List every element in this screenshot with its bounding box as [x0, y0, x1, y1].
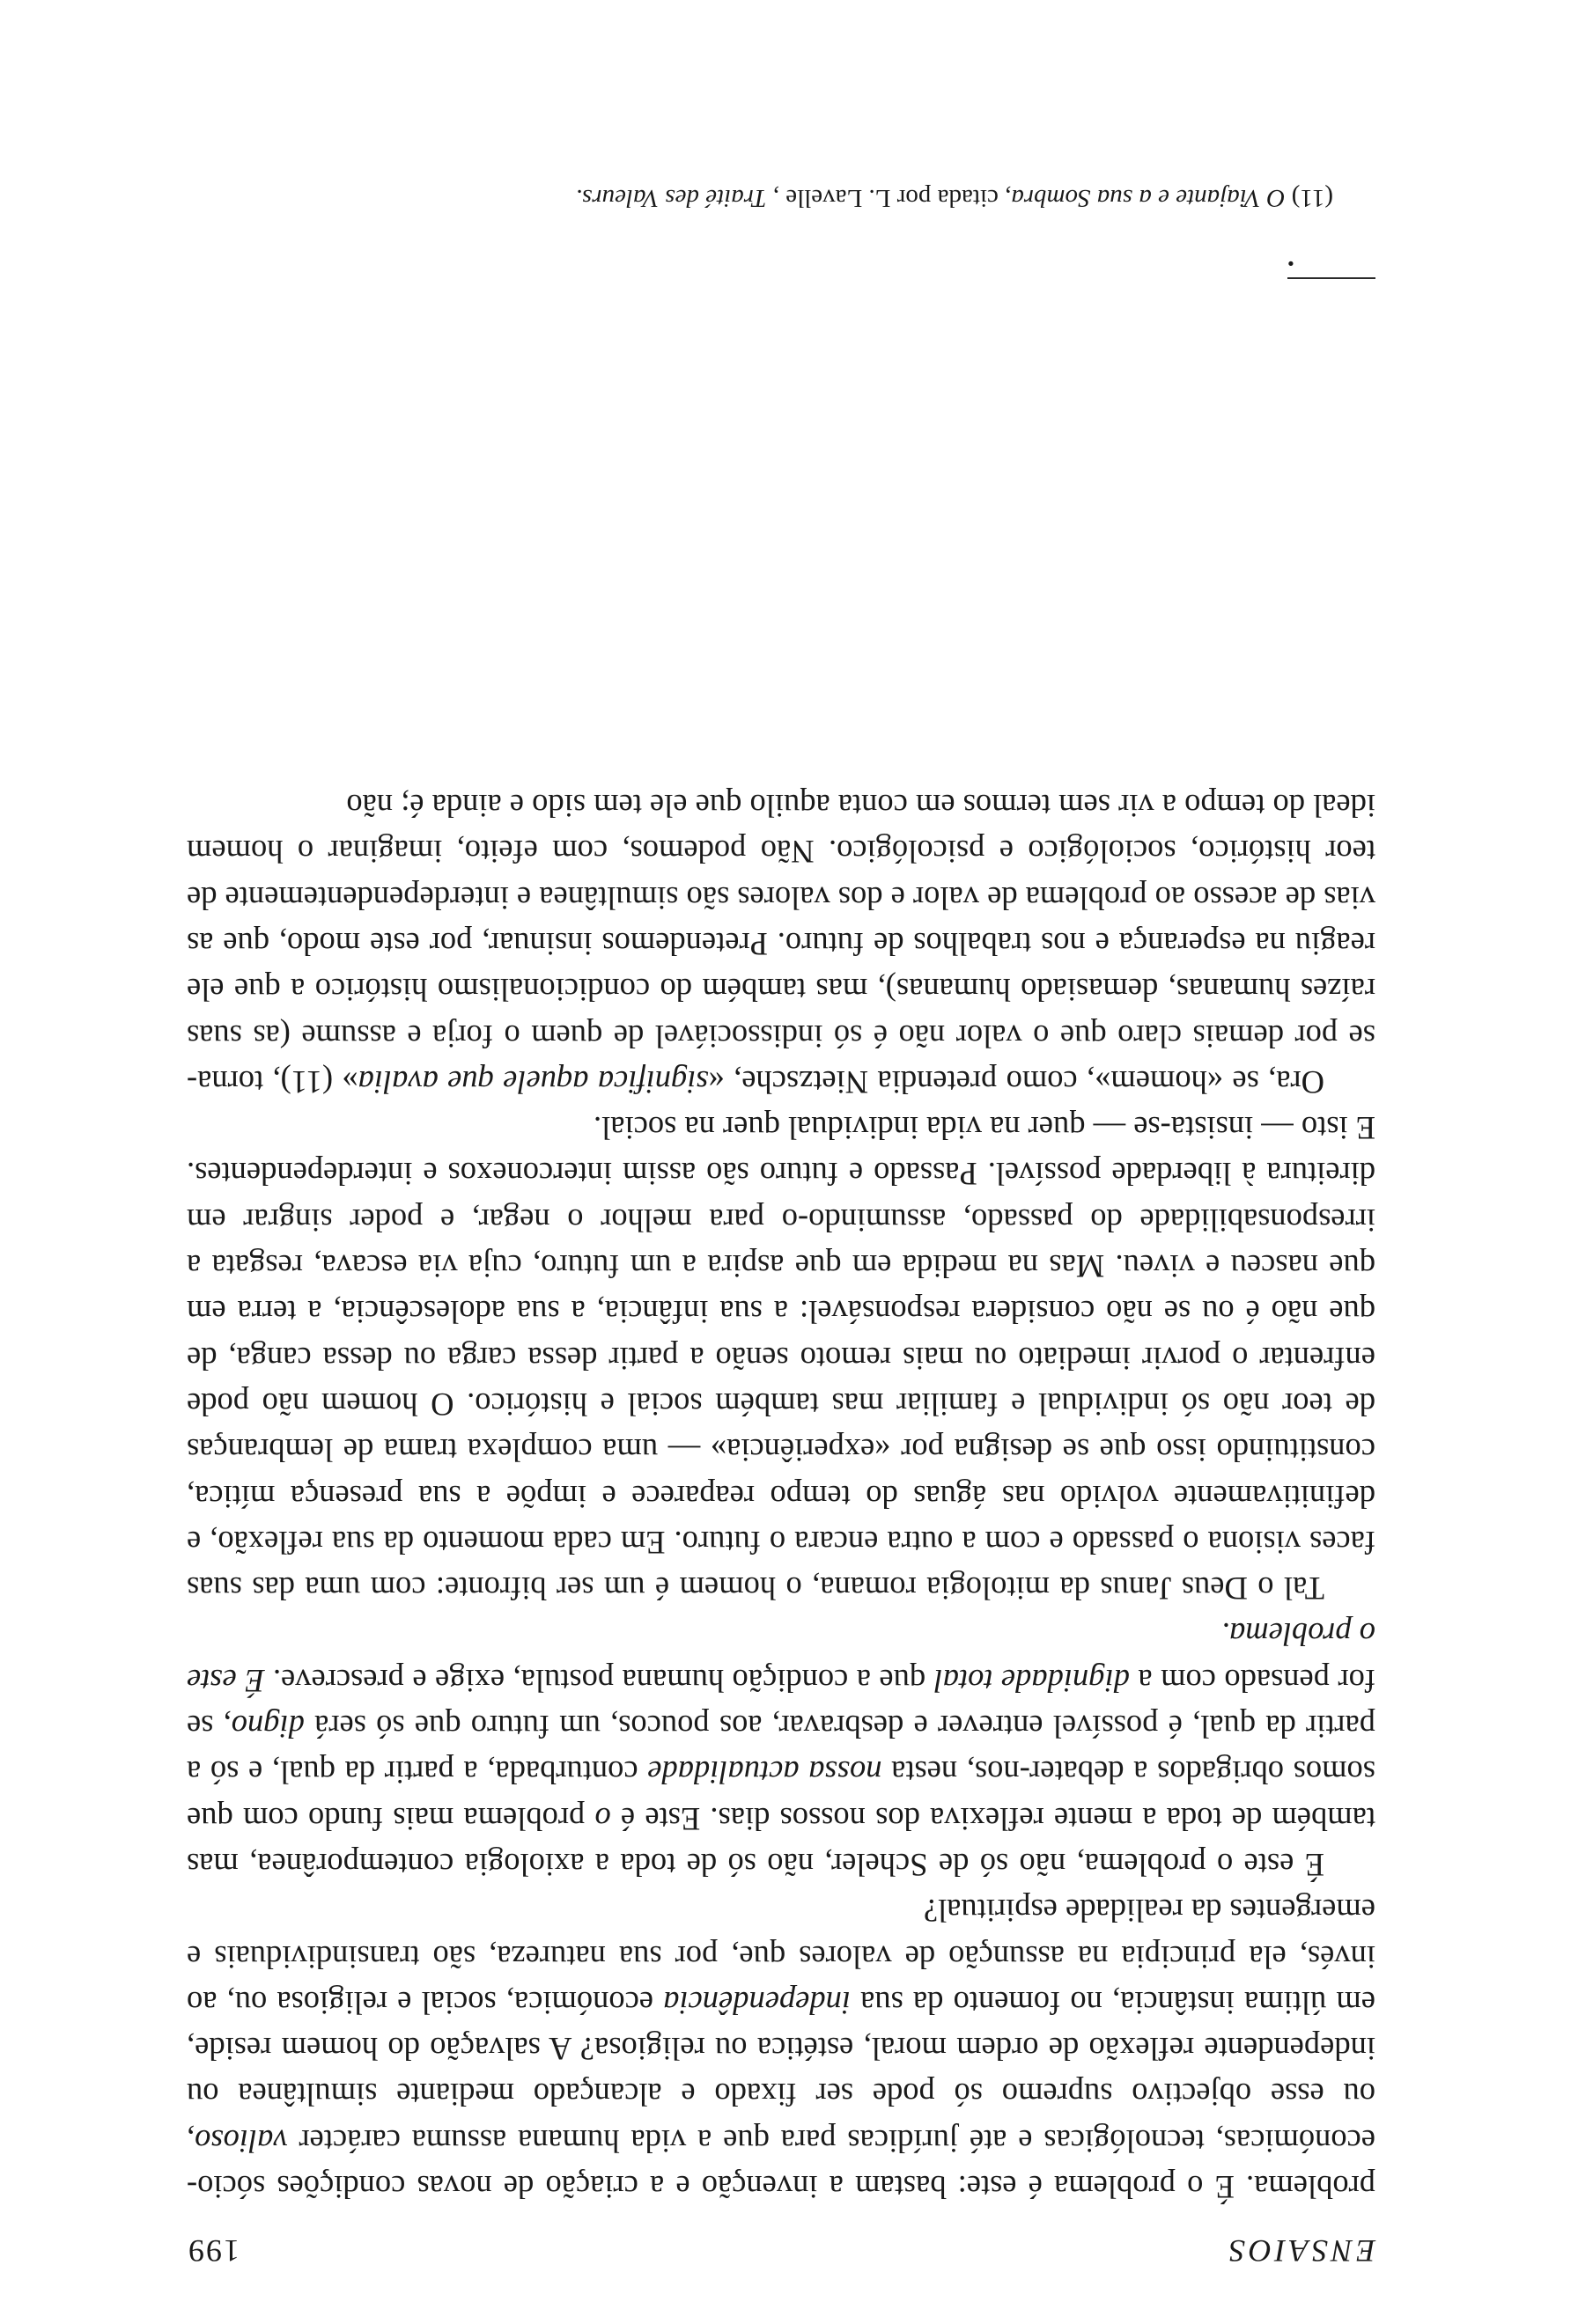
text-run: conturbada, a partir da qual, e só a partir da qual, é possível entrever e desbravar, aos poucos, um futuro que só será [187, 1709, 1375, 1791]
footnote-number: (11) [1291, 184, 1333, 212]
footnote-rule [1287, 277, 1375, 279]
italic-run: valioso [195, 2122, 288, 2159]
text-run: , citada por L. Lavelle , [766, 184, 1012, 212]
italic-run: O Viajante e a sua Sombra [1011, 184, 1286, 212]
italic-run: digno [231, 1709, 305, 1746]
italic-run: nossa actualidade [647, 1754, 882, 1791]
italic-run: independência [663, 1984, 852, 2021]
text-run: problema. É o problema é este: bastam a invenção e a criação de novas condições sócio-económicas, tecnológicas e até jurídicas para que a vida humana assuma carácter [187, 2122, 1375, 2205]
footnote-body [576, 184, 1286, 212]
paragraph-1 [187, 1887, 1375, 2210]
text-run: Ora, se «homem», como pretendia Nietzsche, « [708, 1063, 1324, 1100]
paragraph-2 [187, 1611, 1375, 1887]
text-run: Tal o Deus Janus da mitologia romana, o homem é um ser bifronte: com uma das suas faces visiona o passado e com a outra encara o futuro. Em cada momento da sua reflexão, e definitivamente volvido nas águas do tempo reaparece e impõe a sua presença mítica, constituindo isso que se designa por «experiência» — uma complexa trama de lembranças de teor não só individual e familiar mas também social e histórico. O homem não pode enfrentar o porvir imediato ou mais remoto senão a partir dessa carga ou dessa canga, de que não é ou se não considera responsável: a sua infância, a sua adolescência, a terra em que nasceu e viveu. Mas na medida em que aspira a um futuro, cuja via escava, resgata a irresponsabilidade do passado, assumindo-o para melhor o negar, e poder singrar em direitura à liberdade possível. Passado e futuro são assim interconexos e interdependentes. E isto — insista-se — quer na vida individual quer na social. [187, 1110, 1375, 1607]
italic-run: Traité des Valeurs. [575, 184, 767, 212]
footnote-marker: • [1287, 253, 1294, 275]
footnote [187, 180, 1375, 275]
italic-run: significa aquele que avalia [358, 1063, 709, 1100]
italic-run: o [594, 1800, 611, 1837]
italic-run: É este o problema. [186, 1616, 1375, 1699]
paragraph-3 [187, 1105, 1375, 1611]
paragraph-4 [187, 783, 1375, 1105]
running-title: ENSAIOS [1226, 2233, 1375, 2269]
page-number: 199 [187, 2233, 240, 2269]
body-text [187, 783, 1375, 2210]
footnote-text [187, 180, 1375, 216]
text-run: É este o problema, não só de Scheler, não só de toda a axiologia contemporânea, mas também de toda a mente reflexiva dos nossos dias. Este é [187, 1800, 1375, 1883]
text-run: , se for pensado com a [186, 1662, 1375, 1746]
text-run: , ou esse objectivo supremo só pode ser fixado e alcançado mediante simultânea ou independente reflexão de ordem moral, estética ou religiosa? A salvação do homem reside, em última instância, no fomento da sua [187, 1984, 1375, 2159]
text-run: que a condição humana postula, exige e prescreve. [264, 1662, 934, 1699]
text-run: » (11), torna-se por demais claro que o valor não é só indissociável de quem o forja e assume (as suas raízes humanas, demasiado humanas), mas também do condicionalismo histórico a que ele reagiu na esperança e nos trabalhos de futuro. Pretendemos insinuar, por este modo, que as vias de acesso ao problema de valor e dos valores são simultânea e interdependentemente de teor histórico, sociológico e psicológico. Não podemos, com efeito, imaginar o homem ideal do tempo a vir sem termos em conta aquilo que ele tem sido e ainda é; não [187, 788, 1375, 1100]
italic-run: dignidade total [933, 1662, 1130, 1699]
text-run: económica, social e religiosa ou, ao invés, ela principia na assunção de valores que, por sua natureza, são transindividuais e emergentes da realidade espiritual? [187, 1893, 1375, 2021]
text-run: problema mais fundo com que somos obrigados a debater-nos, nesta [187, 1754, 1375, 1837]
